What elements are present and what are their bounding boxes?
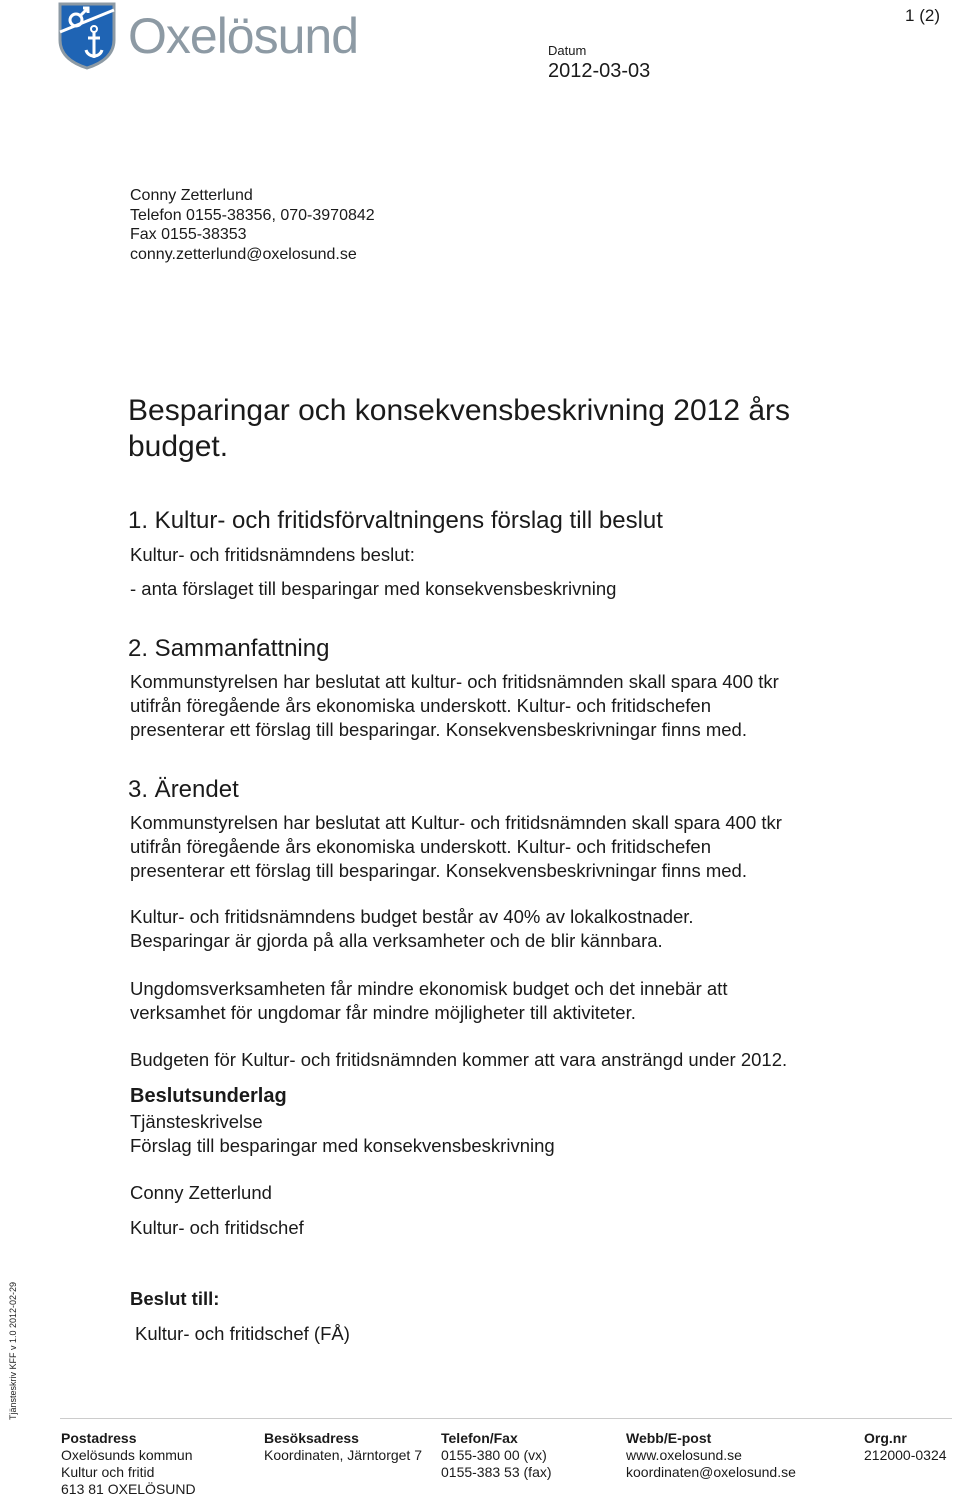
coat-of-arms-icon: [56, 2, 118, 70]
beslutsunderlag-heading: Beslutsunderlag: [130, 1085, 287, 1107]
beslutsunderlag-item: Förslag till besparingar med konsekvensbeskrivning: [130, 1135, 555, 1156]
contact-email: conny.zetterlund@oxelosund.se: [130, 245, 357, 263]
section-1-subheading: Kultur- och fritidsnämndens beslut:: [130, 544, 415, 565]
paragraph-line: verksamhet för ungdomar får mindre möjligheter till aktiviteter.: [130, 1002, 636, 1023]
paragraph-line: Kommunstyrelsen har beslutat att Kultur- och fritidsnämnden skall spara 400 tkr: [130, 812, 782, 833]
section-3-paragraph-3: [130, 977, 727, 1025]
section-2-line: presenterar ett förslag till besparingar. Konsekvensbeskrivningar finns med.: [130, 719, 747, 740]
footer-line: 613 81 OXELÖSUND: [61, 1481, 196, 1497]
footer-link-email[interactable]: koordinaten@oxelosund.se: [626, 1464, 796, 1480]
footer-line: Oxelösunds kommun: [61, 1447, 193, 1463]
section-3-paragraph-1: [130, 811, 782, 883]
municipality-logo: [56, 2, 386, 72]
footer-line: 0155-380 00 (vx): [441, 1447, 547, 1463]
contact-phone: Telefon 0155-38356, 070-3970842: [130, 206, 375, 224]
footer-heading: Telefon/Fax: [441, 1430, 518, 1446]
beslutsunderlag-list: [130, 1110, 555, 1158]
footer-line: Koordinaten, Järntorget 7: [264, 1447, 422, 1463]
footer-heading: Webb/E-post: [626, 1430, 712, 1446]
footer-webb: [626, 1430, 796, 1481]
section-3-paragraph-4: Budgeten för Kultur- och fritidsnämnden kommer att vara ansträngd under 2012.: [130, 1049, 788, 1070]
paragraph-line: utifrån föregående års ekonomiska underskott. Kultur- och fritidschefen: [130, 836, 712, 857]
paragraph-line: Kultur- och fritidsnämndens budget består av 40% av lokalkostnader.: [130, 906, 694, 927]
footer-line: 212000-0324: [864, 1447, 947, 1463]
signature-name: Conny Zetterlund: [130, 1182, 272, 1203]
footer-heading: Postadress: [61, 1430, 137, 1446]
footer-line: 0155-383 53 (fax): [441, 1464, 552, 1480]
signature-role: Kultur- och fritidschef: [130, 1217, 304, 1238]
footer-link-web[interactable]: www.oxelosund.se: [626, 1447, 742, 1463]
document-title-line-1: Besparingar och konsekvensbeskrivning 2012 års: [128, 394, 791, 427]
section-2-line: Kommunstyrelsen har beslutat att kultur- och fritidsnämnden skall spara 400 tkr: [130, 671, 779, 692]
footer-line: Kultur och fritid: [61, 1464, 155, 1480]
section-2-heading: 2. Sammanfattning: [128, 635, 330, 662]
footer-heading: Besöksadress: [264, 1430, 359, 1446]
paragraph-line: Besparingar är gjorda på alla verksamheter och de blir kännbara.: [130, 930, 663, 951]
beslut-till-heading: Beslut till:: [130, 1288, 220, 1309]
date-label: Datum: [548, 43, 587, 58]
section-2-body: [130, 670, 779, 742]
section-1-heading: 1. Kultur- och fritidsförvaltningens förslag till beslut: [128, 507, 663, 534]
template-version-note: Tjänsteskriv KFF v 1.0 2012-02-29: [8, 1281, 18, 1420]
paragraph-line: presenterar ett förslag till besparingar. Konsekvensbeskrivningar finns med.: [130, 860, 747, 881]
contact-name: Conny Zetterlund: [130, 187, 253, 204]
footer-orgnr: [864, 1430, 947, 1464]
document-title: [128, 393, 790, 465]
section-3-paragraph-2: [130, 905, 694, 953]
section-3-heading: 3. Ärendet: [128, 776, 239, 803]
footer-postadress: [61, 1430, 196, 1498]
footer-besoksadress: [264, 1430, 422, 1464]
document-title-line-2: budget.: [128, 430, 229, 463]
footer-heading: Org.nr: [864, 1430, 907, 1446]
contact-block: [130, 186, 375, 264]
beslutsunderlag-item: Tjänsteskrivelse: [130, 1111, 263, 1132]
beslut-till-recipient: Kultur- och fritidschef (FÅ): [135, 1323, 350, 1344]
date-value: 2012-03-03: [548, 60, 651, 82]
paragraph-line: Ungdomsverksamheten får mindre ekonomisk budget och det innebär att: [130, 978, 728, 999]
page-number: 1 (2): [905, 6, 940, 25]
section-2-line: utifrån föregående års ekonomiska underskott. Kultur- och fritidschefen: [130, 695, 712, 716]
logo-wordmark: Oxelösund: [128, 8, 359, 64]
footer-divider: [60, 1418, 952, 1419]
section-1-item: - anta förslaget till besparingar med konsekvensbeskrivning: [130, 578, 617, 599]
footer: [0, 1418, 960, 1498]
contact-fax: Fax 0155-38353: [130, 226, 247, 243]
footer-telefon: [441, 1430, 552, 1481]
